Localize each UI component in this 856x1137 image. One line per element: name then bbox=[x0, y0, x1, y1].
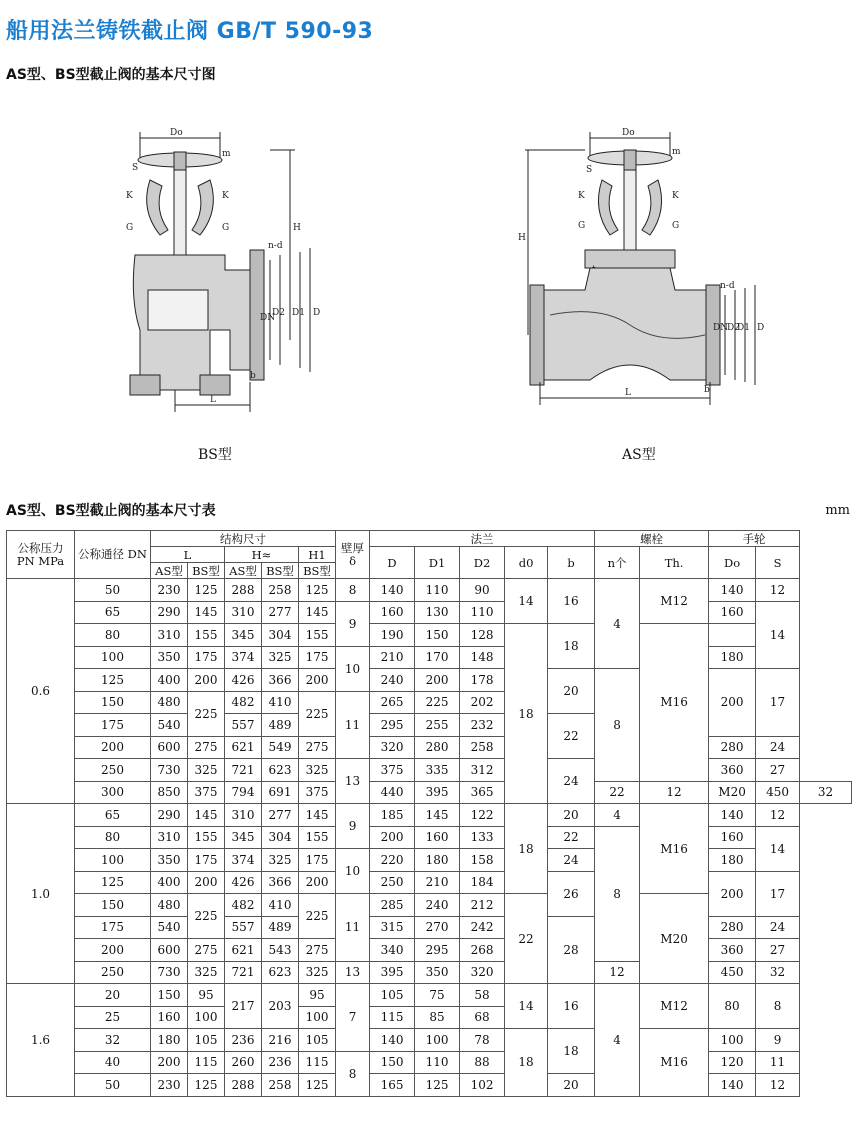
table-row: 100 350 175 374 325 175 10 220 180 158 24 180 bbox=[7, 849, 852, 872]
header-wall: 壁厚 δ bbox=[336, 531, 370, 579]
header-l-as: AS型 bbox=[151, 563, 188, 579]
as-label-s: S bbox=[586, 165, 593, 175]
table-row: 65 290 145 310 277 145 9 160 130 110 160 14 bbox=[7, 601, 852, 624]
bs-label-d1: D1 bbox=[292, 308, 305, 318]
header-h-as: AS型 bbox=[225, 563, 262, 579]
header-h1: H1 bbox=[299, 547, 336, 563]
header-d: D bbox=[370, 547, 415, 579]
as-label-m: m bbox=[672, 147, 681, 157]
table-row: 80 310 155 345 304 155 200 160 133 22 8 160 14 bbox=[7, 826, 852, 849]
bs-label-k-left: K bbox=[126, 191, 133, 201]
table-row: 40 200 115 260 236 115 8 150 110 88 120 11 bbox=[7, 1051, 852, 1074]
header-l: L bbox=[151, 547, 225, 563]
as-label-g-right: G bbox=[672, 221, 680, 231]
table-row: 200 600 275 621 549 275 320 280 258 280 24 bbox=[7, 736, 852, 759]
as-label-k-right: K bbox=[672, 191, 679, 201]
header-do: Do bbox=[709, 547, 756, 579]
table-row: 32 180 105 236 216 105 140 100 78 18 18 M16 100 9 bbox=[7, 1029, 852, 1052]
as-label-b: b bbox=[704, 385, 710, 395]
table-row: 50 230 125 288 258 125 165 125 102 20 140 12 bbox=[7, 1074, 852, 1097]
table-row: 125 400 200 426 366 200 250 210 184 26 200 17 bbox=[7, 871, 852, 894]
table-row: 0.6 50 230 125 288 258 125 8 140 110 90 14 16 4 M12 140 12 bbox=[7, 579, 852, 602]
bs-label-h: H bbox=[293, 223, 301, 233]
table-row: 1.0 65 290 145 310 277 145 9 185 145 122 18 20 4 M16 140 12 bbox=[7, 804, 852, 827]
bs-caption: BS型 bbox=[198, 447, 232, 463]
header-bolt: 螺栓 bbox=[595, 531, 709, 547]
table-row: 200 600 275 621 543 275 340 295 268 360 27 bbox=[7, 939, 852, 962]
drawing-subtitle: AS型、BS型截止阀的基本尺寸图 bbox=[6, 67, 216, 83]
page-title: 船用法兰铸铁截止阀 GB/T 590-93 bbox=[6, 19, 374, 44]
table-row: 150 480 225 482 410 225 11 285 240 212 22 M20 bbox=[7, 894, 852, 917]
as-label-nd: n-d bbox=[720, 281, 735, 291]
bs-label-d: D bbox=[313, 308, 321, 318]
header-dn: 公称通径 DN bbox=[75, 531, 151, 579]
bs-label-g-right: G bbox=[222, 223, 230, 233]
bs-label-s: S bbox=[132, 163, 139, 173]
table-row: 125 400 200 426 366 200 240 200 178 20 8 200 17 bbox=[7, 669, 852, 692]
header-d1: D1 bbox=[415, 547, 460, 579]
bs-label-l: L bbox=[210, 395, 216, 405]
bs-label-b: b bbox=[250, 371, 256, 381]
as-valve-drawing bbox=[510, 120, 770, 410]
header-h1-bs: BS型 bbox=[299, 563, 336, 579]
table-row: 175 540 557 489 295 255 232 22 bbox=[7, 714, 852, 737]
table-subtitle: AS型、BS型截止阀的基本尺寸表 bbox=[6, 503, 216, 519]
header-pn: 公称压力 PN MPa bbox=[7, 531, 75, 579]
table-row: 80 310 155 345 304 155 190 150 128 18 18 M16 bbox=[7, 624, 852, 647]
bs-label-nd: n-d bbox=[268, 241, 283, 251]
header-s: S bbox=[756, 547, 800, 579]
header-b: b bbox=[548, 547, 595, 579]
header-h: H≈ bbox=[225, 547, 299, 563]
table-row: 1.6 20 150 95 217 203 95 7 105 75 58 14 16 4 M12 80 8 bbox=[7, 984, 852, 1007]
table-row: 250 730 325 721 623 325 13 395 350 320 12 450 32 bbox=[7, 961, 852, 984]
header-l-bs: BS型 bbox=[188, 563, 225, 579]
header-flange: 法兰 bbox=[370, 531, 595, 547]
header-d2: D2 bbox=[460, 547, 505, 579]
header-wheel: 手轮 bbox=[709, 531, 800, 547]
bs-label-dn: DN bbox=[260, 313, 276, 323]
header-n: n个 bbox=[595, 547, 640, 579]
table-row: 100 350 175 374 325 175 10 210 170 148 180 bbox=[7, 646, 852, 669]
bs-label-do: Do bbox=[170, 128, 183, 138]
bs-valve-drawing bbox=[110, 120, 340, 420]
header-h-bs: BS型 bbox=[262, 563, 299, 579]
as-label-g-left: G bbox=[578, 221, 586, 231]
table-row: 25 160 100 100 115 85 68 bbox=[7, 1006, 852, 1029]
as-label-h: H bbox=[518, 233, 526, 243]
bs-label-k-right: K bbox=[222, 191, 229, 201]
table-row: 175 540 557 489 315 270 242 28 280 24 bbox=[7, 916, 852, 939]
as-label-d2: D2 bbox=[727, 323, 740, 333]
as-label-d: D bbox=[757, 323, 765, 333]
unit-label: mm bbox=[825, 503, 850, 518]
table-row: 150 480 225 482 410 225 11 265 225 202 bbox=[7, 691, 852, 714]
bs-label-d2: D2 bbox=[272, 308, 285, 318]
table-row: 250 730 325 721 623 325 13 375 335 312 24 360 27 bbox=[7, 759, 852, 782]
as-label-k-left: K bbox=[578, 191, 585, 201]
bs-label-m: m bbox=[222, 149, 231, 159]
as-label-l: L bbox=[625, 388, 631, 398]
header-th: Th. bbox=[640, 547, 709, 579]
header-structure: 结构尺寸 bbox=[151, 531, 336, 547]
as-label-d1: D1 bbox=[737, 323, 750, 333]
header-d0: d0 bbox=[505, 547, 548, 579]
as-label-do: Do bbox=[622, 128, 635, 138]
as-caption: AS型 bbox=[622, 447, 656, 463]
table-row: 300 850 375 794 691 375 440 395 365 22 12 M20 450 32 bbox=[7, 781, 852, 804]
bs-label-g-left: G bbox=[126, 223, 134, 233]
as-label-dn: DN bbox=[713, 323, 729, 333]
valve-dimensions-table bbox=[6, 530, 852, 1097]
